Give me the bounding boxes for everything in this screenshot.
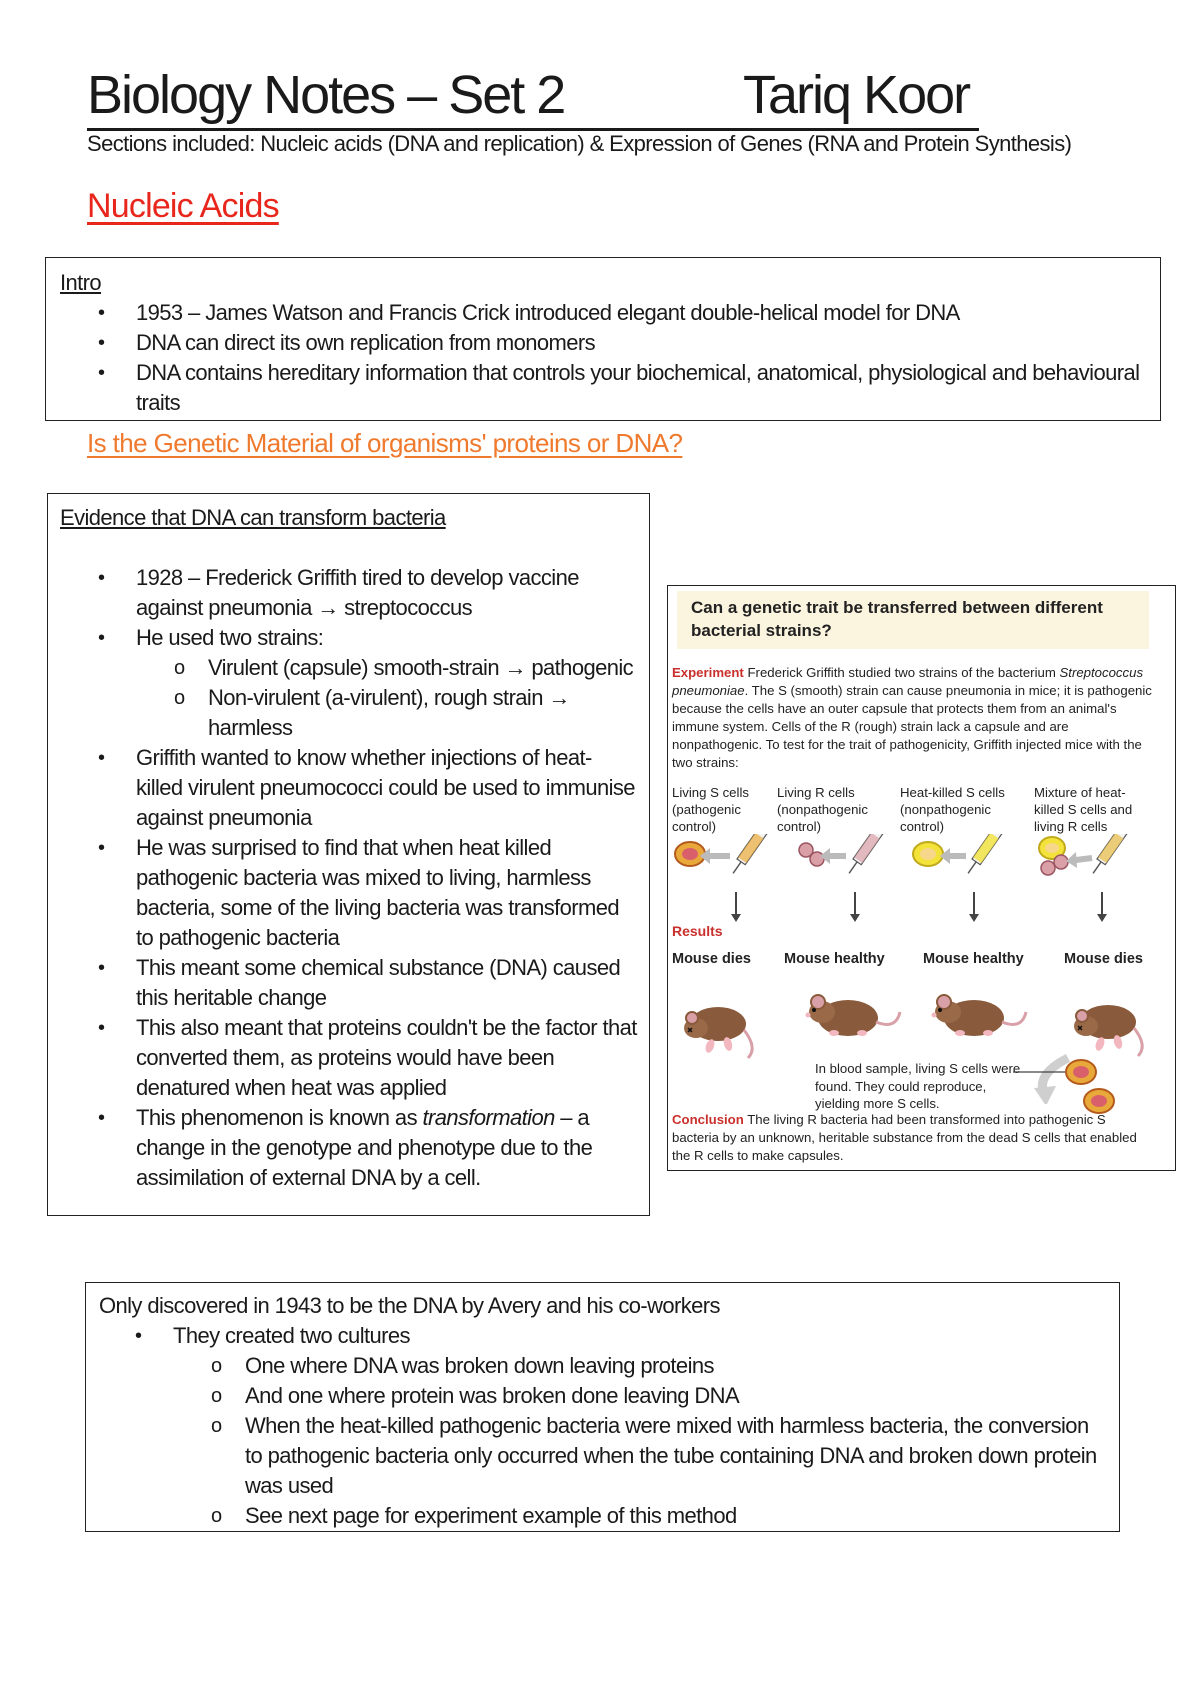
outcome-label-2: Mouse healthy (784, 951, 885, 967)
list-item (50, 1103, 637, 1193)
term-transformation: transformation (422, 1105, 555, 1130)
healthy-mouse-icon (932, 995, 1027, 1036)
list-item: • This also meant that proteins couldn't be the factor that converted them, as proteins would have been denatured when heat was applied (50, 1013, 637, 1103)
intro-title: Intro (60, 270, 102, 295)
column-label-1: Living S cells (pathogenic control) (672, 785, 749, 834)
experiment-post: . The S (smooth) strain can cause pneumonia in mice; it is pathogenic because the cells have an outer capsule that protects them from an animal's immune system. Cells of the R (rough) strain lack a capsule and are nonpathogenic. To test for the trait of pathogenicity, Griffith injected mice with the two strains: (672, 683, 1152, 770)
list-item: • This meant some chemical substance (DNA) caused this heritable change (50, 953, 637, 1013)
list-item: • Griffith wanted to know whether injections of heat-killed virulent pneumococci could be used to immunise against pneumonia (50, 743, 637, 833)
list-item: • He was surprised to find that when heat killed pathogenic bacteria was mixed to living, harmless bacteria, some of the living bacteria was transformed to pathogenic bacteria (50, 833, 637, 953)
page-title (87, 62, 979, 131)
heat-killed-s-cell-icon (913, 842, 943, 866)
sub-list-item: o Virulent (capsule) smooth-strain → pathogenic (50, 653, 637, 683)
sub-list-item: o And one where protein was broken done leaving DNA (87, 1381, 1106, 1411)
arrow-icon (1076, 858, 1092, 860)
syringe-icon (727, 834, 783, 878)
experiment-text (672, 664, 1152, 772)
outcome-label-3: Mouse healthy (923, 951, 1024, 967)
figure-question (677, 591, 1149, 649)
column-label-2: Living R cells (nonpathogenic control) (777, 785, 868, 834)
syringe-icon (1087, 834, 1143, 878)
sub-list-item: o Non-virulent (a-virulent), rough strain → harmless (50, 683, 637, 743)
intro-list (50, 298, 1146, 418)
evidence-list (50, 563, 637, 653)
sub-list-item: o One where DNA was broken down leaving proteins (87, 1351, 1106, 1381)
injection-diagram (668, 834, 1174, 994)
s-cell-icon (675, 842, 705, 866)
b7-post: – a change in the genotype and phenotype due to the assimilation of external DNA by a cell. (136, 1105, 593, 1190)
dead-mouse-icon (1074, 1005, 1142, 1056)
outcome-label-1: Mouse dies (672, 951, 751, 967)
evidence-list-2 (50, 743, 637, 1193)
column-label-3: Heat-killed S cells (nonpathogenic control) (900, 785, 1005, 834)
blood-note: In blood sample, living S cells were found. They could reproduce, yielding more S cells. (815, 1061, 1021, 1111)
syringe-icon (843, 834, 899, 878)
mixture-cell-icon (1039, 837, 1068, 875)
sub-list-item: o See next page for experiment example of this method (87, 1501, 1106, 1531)
column-label-4: Mixture of heat-killed S cells and living R cells (1034, 785, 1133, 834)
syringe-icon (962, 834, 1018, 878)
dead-mouse-icon (684, 1007, 752, 1058)
healthy-mouse-icon (806, 995, 901, 1036)
list-item: • DNA can direct its own replication from monomers (50, 328, 1146, 358)
section-heading: Nucleic Acids (87, 187, 279, 225)
intro-box (45, 257, 1161, 421)
list-item: • DNA contains hereditary information that controls your biochemical, anatomical, physiological and behavioural traits (50, 358, 1146, 418)
outcome-label-4: Mouse dies (1064, 951, 1143, 967)
figure-question-text: Can a genetic trait be transferred between different bacterial strains? (691, 598, 1103, 640)
griffith-figure (667, 585, 1176, 1171)
experiment-pre: Frederick Griffith studied two strains of the bacterium (743, 665, 1060, 680)
results-label: Results (672, 923, 723, 939)
author-name: Tariq Koor (743, 65, 970, 125)
title-text: Biology Notes – Set 2 (87, 65, 565, 125)
list-item (50, 623, 637, 653)
experiment-label: Experiment (672, 665, 744, 680)
avery-box (85, 1282, 1120, 1532)
sections-included: Sections included: Nucleic acids (DNA and replication) & Expression of Genes (RNA and Protein Synthesis) (87, 131, 1072, 156)
b7-pre: This phenomenon is known as (136, 1105, 423, 1130)
avery-intro: Only discovered in 1943 to be the DNA by Avery and his co-workers (99, 1293, 720, 1318)
sub-list-item: o When the heat-killed pathogenic bacteria were mixed with harmless bacteria, the conversion to pathogenic bacteria only occurred when the tube containing DNA and broken down protein was used (87, 1411, 1106, 1501)
conclusion-text (672, 1111, 1154, 1165)
evidence-box (47, 493, 650, 1216)
evidence-title: Evidence that DNA can transform bacteria (60, 505, 446, 530)
conclusion-label: Conclusion (672, 1112, 744, 1127)
experiment-species: Streptococcus pneumoniae (672, 665, 1144, 698)
list-item: • 1928 – Frederick Griffith tired to develop vaccine against pneumonia → streptococcus (50, 563, 637, 623)
evidence-sublist (50, 653, 637, 743)
list-item-text: He used two strains: (136, 625, 324, 650)
list-item: • 1953 – James Watson and Francis Crick introduced elegant double-helical model for DNA (50, 298, 1146, 328)
list-item: • They created two cultures (87, 1321, 1106, 1351)
question-heading: Is the Genetic Material of organisms' proteins or DNA? (87, 428, 683, 458)
r-cell-icon (799, 843, 824, 866)
conclusion-body: The living R bacteria had been transformed into pathogenic S bacteria by an unknown, heritable substance from the dead S cells that enabled the R cells to make capsules. (672, 1112, 1137, 1163)
avery-sublist (87, 1351, 1106, 1531)
avery-list (87, 1321, 1106, 1351)
